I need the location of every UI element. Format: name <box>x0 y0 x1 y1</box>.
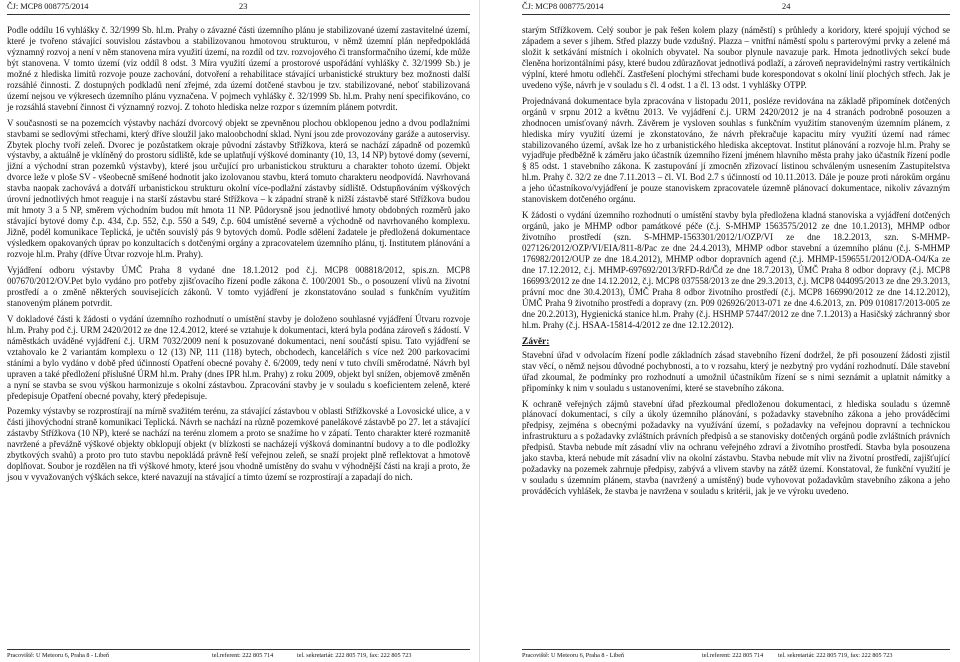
page-footer <box>522 649 950 660</box>
paragraph: K ochraně veřejných zájmů stavební úřad přezkoumal předloženou dokumentaci, z hlediska souladu s územně plánovací dokumentací, s cíly a úkoly územního plánování, s požadavky stavebního zákona a jeho prováděcími předpisy, zejména s obecnými požadavky na využívání území, s požadavky na veřejnou dopravní a technickou infrastrukturu a s požadavky zvláštních právních předpisů a se stanovisky dotčených orgánů podle zvláštních právních předpisů. Stavba nebude mít zásadní vliv na ochranu veřejného zdraví a životního prostředí. Stavba byla posouzena jako stavba, která nebude mít zásadní vliv na okolní zástavbu. Stavba nebude mít vliv na životní prostředí, zajišťující požadavky na pozemek zahrnuje předpisy, zabývá a vlivem stavby na zátěž území. Konstatoval, že funkční využití je v souladu s územním plánem, stavba (navržený a umístěný) bude vyhovovat požadavkům stavebního zákona a jeho prováděcích vyhlášek, že stavba je navržena v souladu s kritérii, jak je ve výroku uvedeno. <box>522 398 950 497</box>
footer-phone: tel.referent: 222 805 714 <box>702 652 764 659</box>
page-header <box>522 0 950 15</box>
footer-address: Pracoviště: U Meteoru 6, Praha 8 - Libeň <box>7 652 110 659</box>
footer-secretariat: tel. sekretariát: 222 805 719, fax: 222 805 723 <box>778 652 893 659</box>
page-number: 24 <box>782 2 791 11</box>
paragraph: V současnosti se na pozemcích výstavby nachází dvorcový objekt se zpevněnou plochou obklopenou jedno a dvou podlažními stavbami se sedlovými střechami, který dříve sloužil jako maloobchodní sklad. Nyní jsou zde provozovány garáže a autoservisy. Zbytek plochy tvoří zeleň. Dvorec je pozůstatkem okraje původní zástavby Střížkova, která se nachází západně od pozemků výstavby, a aktuálně je vklíněný do prostoru sídliště, kde se uplatňují výškové dominanty (10, 13, 14 NP) bytové domy (severní, jižní a východní stran pozemků výstavby), které jsou určující pro urbanistickou strukturu a charakter tohoto území. Objekt dvorce leže v ploše SV - všeobecně smíšené hodnotit jako izolovanou stavbu, která tomuto charakteru neodpovídá. Navrhovaná stavba naopak zachovává a dotváří urbanistickou strukturu okolní více-podlažní zástavby sídliště. Odstupňováním výškových úrovní jednotlivých hmot reaguje i na starší zástavbu staré Střížkova – k západní straně k nižší zástavbě staré Střížkova budou mít hmoty 3 a 5 NP, směrem východním budou mít hmota 11 NP. Půdorysně jsou jednotlivé hmoty obdobných rozměrů jako stávající bytové domy č.p. 434, č.p. 552, č.p. 550 a 549, č.p. 604 umístěné severně a východně od navrhovaného komplexu. Jižně, podél komunikace Teplická, je učtěn souvislý pás 9 bytových domů. Podle sdělení žadatele je předložená dokumentace výsledkem opakovaných úprav po konzultacích s dotčenými orgány a zpracovatelem územního plánu, tj. Institutem plánování a rozvoje hl.m. Prahy (dříve Útvar rozvoje hl.m. Prahy). <box>7 117 470 260</box>
paragraph: K žádosti o vydání územního rozhodnutí o umístění stavby byla předložena kladná stanoviska a vyjádření dotčených orgánů, jako je MHMP odbor památkové péče (č.j. S-MHMP 1563575/2012 ze dne 10.1.2013), MHMP odbor životního prostředí (szn. S-MHMP-1563301/2012/1/OZP/VI ze dne 18.2.2013, szn. S-MHMP-027126/2012/OZP/VI/EIA/811-8/Pac ze dne 24.4.2013), MHMP odbor stavební a územního plánu (č.j. S-MHMP 176982/2012/OUP ze dne 18.4.2012), MHMP odbor dopravních agend (č.j. MHMP-1596551/2012/ODA-O4/Ka ze dne 17.12.2012, č.j. MHMP-697692/2013/RFD-Rd/Čd ze dne 18.7.2013), ÚMČ Praha 8 odbor dopravy (č.j. MCP8 166993/2012 ze dne 14.12.2012, č.j. MCP8 037558/2013 ze dne 29.3.2013, č.j. MCP8 044095/2013 ze dne 29.3.2013, právní moc dne 30.4.2013), ÚMČ Praha 8 odbor životního prostředí (č.j. MCP8 166990/2012 ze dne 14.12.2012), ÚMČ Praha 9 životního prostředí a dopravy (zn. P09 026926/2013-071 ze dne 4.6.2013, zn. P09 010817/2013-005 ze dne 20.2.2013), Hygienická stanice hl.m. Prahy (č.j. HSHMP 57447/2012 ze dne 7.1.2013) a Hasičský záchranný sbor hl.m. Prahy (č.j. HSAA-15814-4/2012 ze dne 12.12.2012). <box>522 210 950 330</box>
paragraph: Vyjádření odboru výstavby ÚMČ Praha 8 vydané dne 18.1.2012 pod č.j. MCP8 008818/2012, spis.zn. MCP8 007670/2012/OV.Pet bylo vydáno pro potřeby zjišťovacího řízení podle zákona č. 100/2001 Sb., o posouzení vlivů na životní prostředí a o změně některých souvisejících zákonů. V tomto vyjádření je zkonstatováno soulad s funkčním využitím stanoveným plánem potvrdit. <box>7 265 470 308</box>
page-footer <box>7 649 470 660</box>
paragraph: Projednávaná dokumentace byla zpracována v listopadu 2011, posléze revidována na základě připomínek dotčených orgánů v srpnu 2012 a květnu 2013. Ve vyjádření č.j. URM 2420/2012 je na 4 stranách podrobně posouzen a zhodnocen umísťovaný návrh. Závěrem je vysloven souhlas s funkčním využitím stanoveným územním plánem, z hlediska míry využití území je zkonstatováno, že návrh překračuje kapacitu míry využití území nad rámec stabilizovaného území, avšak lze ho z urbanistického hlediska akceptovat. Institut plánování a rozvoje hl.m. Prahy se vyjadřuje předběžně k záměru jako účastník územního řízení jménem hlavního města prahy jako účastník řízení podle § 85 odst. 1 stavebního zákona. K zastupování jí zmocněn zřizovací listinou schváleným usnesením Zastupitelstva hl.m. Prahy č. 32/2 ze dne 7.11.2013 – čl. VI. Bod 2.7 s účinností od 10.11.2013. Dále je pouze proti nárokům orgánu a jeho účastníkovo/vyjádření je pouze stanoviskem zpracovatele územně plánovací dokumentace, nikoliv závazným stanoviskem dotčeného orgánu. <box>522 95 950 205</box>
document-reference: ČJ: MCP8 008775/2014 <box>522 2 604 11</box>
page-header <box>7 0 470 15</box>
document-reference: ČJ: MCP8 008775/2014 <box>7 2 89 11</box>
paragraph: Stavební úřad v odvolacím řízení podle základních zásad stavebního řízení dodržel, že při posouzení žádosti zjistil stav věcí, o němž nejsou důvodné pochybnosti, a to v rozsahu, který je nezbytný pro vydání rozhodnutí. Dále stavební úřad zkoumal, že podmínky pro rozhodnutí a umožnil účastníkům řízení se s nimi seznámit a uplatnit námitky a připomínky k nim v souladu s ustanoveními, které se stavebního zákona. <box>522 349 950 393</box>
paragraph: Pozemky výstavby se rozprostírají na mírně svažitém terénu, za stávající zástavbou v oblasti Střížkovské a Lovosické ulice, a v části jihovýchodní straně komunikaci Teplická. Návrh se nachází na různě pozemkové panelákové zástavbě po 27. let a stávající zástavby Střížkova (10 NP), které se nachází na terénu zlomem a proto se snažíme ho v zápatí. Tento charakter které rozmanitě navržené a převážně výškové objekty obklopují objekt (v blízkosti se nacházejí výšková dominantní budovy a to dle podložky zbytkových svahů) a proto pro tuto stavbu nepokládá právně řeší veřejnou zeleň, se snaží projekt plně reflektovat a hmotově doplňovat. Soubor je rozdělen na tři výškové hmoty, které jsou vhodně umístěny do svahu v výhodnější části na kraji a proto, že jsou v vyvažovaných výškách sekce, které navazují na stávající a tímto území se rozprostírají a zapadají do nich. <box>7 406 470 483</box>
page-divider <box>479 0 480 662</box>
left-page <box>0 0 478 662</box>
section-heading: Závěr: <box>522 336 550 347</box>
footer-secretariat: tel. sekretariát: 222 805 719, fax: 222 805 723 <box>297 652 412 659</box>
page-body <box>7 25 470 483</box>
right-page <box>482 0 960 662</box>
paragraph: starým Střížkovem. Celý soubor je pak řešen kolem plazy (náměstí) s průhledy a koridory, které spojují východ se západem a sever s jihem. Střed plazzy bude vzdušný. Plazza – vnitřní náměstí spolu s parterovými prvky a zelené má složit k setkávání místních i okolních obyvatel. Na soubor plynule navazuje park. Hmota jednotlivých sekcí bude členěna horizontálními pásy, které budou zdůrazňovat jednotlivá podlaží, a zároveň nepravidelnými rastry vertikálních výplní, které hmotu odlehčí. Zastřešení plochými střechami bude korespondovat s okolní linií plochých střech. Jak je uvedeno výše, návrh je v souladu s čl. 4 odst. 1 a čl. 13 odst. 1 vyhlášky OTPP. <box>522 25 950 90</box>
paragraph: Podle oddílu 16 vyhlášky č. 32/1999 Sb. hl.m. Prahy o závazné části územního plánu je stabilizované území zastavitelné území, které je tvořeno stávající souvislou zástavbou a stabilizovanou hmotovou strukturou, v němž územní plán nepředpokládá významný rozvoj a není v něm stanovena míra využití území, na rozdíl od tzv. rozvojového či transformačního území, kde může být stanovena. V tomto území (viz oddíl 8 odst. 3 Míra využití území a prostorové uspořádání vyhlášky č. 32/1999 Sb.) je možné z hlediska limitů rozvoje pouze zachování, dotvoření a rehabilitace stávající urbanistické struktury bez možnosti další rozsáhlé činnosti. Z dostupných podkladů není zřejmé, zda území dotčené stavbou je tzv. stabilizované, neboť stabilizovaná území nejsou ve výkresech územního plánu vyznačena. V pojmech vyhlášky č. 32/1999 Sb. hl.m. Prahy není specifikováno, co je rozsáhlá stavební činnost či významný rozvoj. Z tohoto hlediska nelze rozpor s územním plánem potvrdit. <box>7 25 470 112</box>
paragraph: V dokladové části k žádosti o vydání územního rozhodnutí o umístění stavby je doloženo souhlasné vyjádření Útvaru rozvoje hl.m. Prahy pod č.j. URM 2420/2012 ze dne 12.4.2012, které se vztahuje k dokumentaci, která byla podána zároveň s žádostí. V náměstkách uváděné vyjádření č.j. URM 7032/2009 není k posuzované dokumentaci, není součástí spisu. Tato vyjádření se vztahovalo ke 2 variantám komplexu o 12 (13) NP, 111 (118) bytech, obchodech, kancelářích s více než 200 parkovacími stáními a bylo vydáno v době před účinností Opatření obecné povahy č. 6/2009, tedy není v tuto chvíli směrodatné. Návrh byl upraven a také předložení příslušné ÚRM hl.m. Prahy (dnes IPR hl.m. Prahy) z roku 2009, objekt byl snížen, objemově změněn a nyní se stavba se svou výškou harmonizuje s okolní zástavbou. Zpracování stavby je v souladu s koeficientem zeleně, které předepisuje Opatření obecné povahy, který předepisuje. <box>7 313 470 401</box>
page-body <box>522 25 950 497</box>
footer-address: Pracoviště: U Meteoru 6, Praha 8 - Libeň <box>522 652 625 659</box>
footer-phone: tel.referent: 222 805 714 <box>212 652 274 659</box>
page-number: 23 <box>239 2 248 11</box>
